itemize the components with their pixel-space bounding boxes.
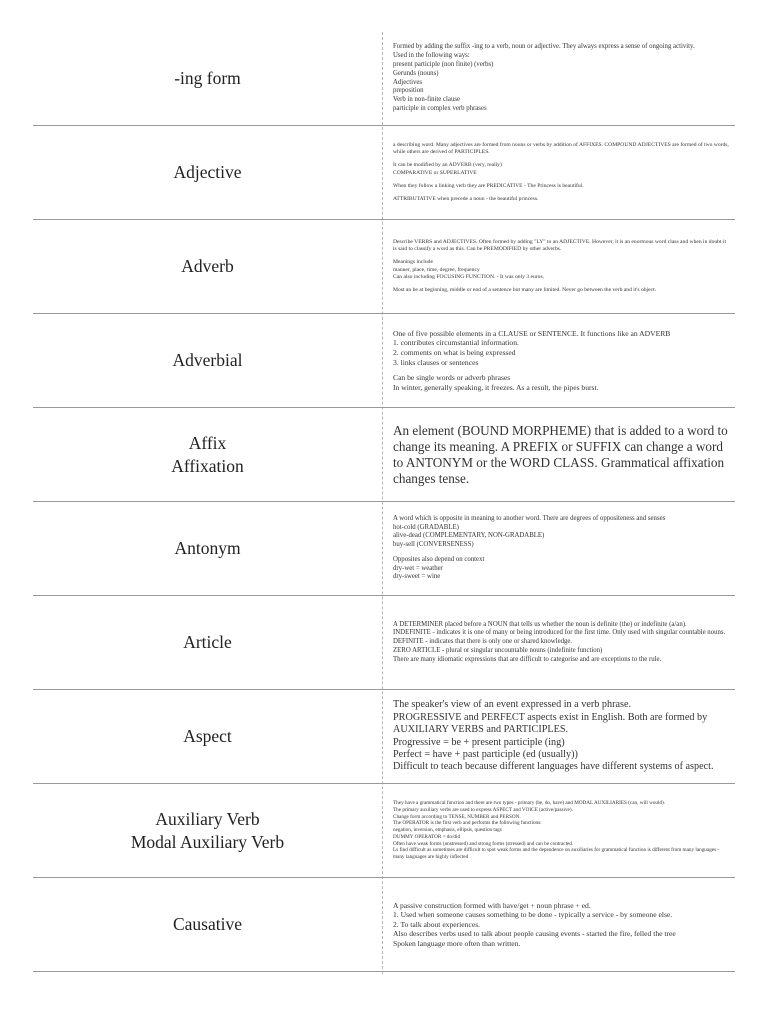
definition-line: Meanings include — [393, 259, 433, 266]
definition-cell — [393, 220, 731, 313]
term-cell — [33, 220, 382, 313]
term-label: Affix — [188, 432, 227, 453]
term-label: Causative — [172, 914, 242, 934]
term-cell — [33, 126, 382, 219]
definition-line: Perfect = have + past participle (ed (usually)) — [393, 748, 578, 760]
term-cell — [33, 502, 382, 595]
definition-line: manner, place, time, degree, frequency — [393, 266, 480, 273]
definition-cell — [393, 784, 731, 877]
definition-cell — [393, 878, 731, 971]
glossary-row — [33, 502, 735, 596]
definition-line: A passive construction formed with have/get + noun phrase + ed. — [393, 900, 591, 910]
definition-line: Progressive = be + present participle (ing) — [393, 736, 565, 748]
definition-line: There are many idiomatic expressions that are difficult to categorise and are exceptions to the rule. — [393, 655, 662, 663]
definition-line: A DETERMINER placed before a NOUN that tells us whether the noun is definite (the) or indefinite (a/an). — [393, 620, 687, 628]
definition-line: 1. contributes circumstantial information. — [393, 338, 519, 348]
definition-line: negation, inversion, emphasis, ellipsis, question tags — [393, 827, 502, 834]
definition-line: When they follow a linking verb they are PREDICATIVE - The Princess is beautiful. — [393, 182, 584, 189]
definition-line: Ls find difficult as sometimes are difficult to spot weak forms and the dependence on auxiliaries for grammatical function is different from many languages - many languages are highly inflected — [393, 847, 720, 861]
definition-line: Can be single words or adverb phrases — [393, 373, 511, 383]
definition-line: 2. To talk about experiences. — [393, 919, 481, 929]
definition-cell — [393, 408, 731, 501]
glossary-row — [33, 220, 735, 314]
term-cell — [33, 878, 382, 971]
term-cell — [33, 32, 382, 125]
definition-line: A word which is opposite in meaning to another word. There are degrees of oppositeness and senses — [393, 514, 666, 522]
term-cell — [33, 690, 382, 783]
term-label: Adjective — [173, 162, 242, 182]
term-label: Aspect — [183, 726, 232, 746]
definition-line: DUMMY OPERATOR = do/did — [393, 833, 461, 840]
definition-cell — [393, 690, 731, 783]
definition-cell — [393, 314, 731, 407]
definition-line: 2. comments on what is being expressed — [393, 347, 516, 357]
definition-cell — [393, 502, 731, 595]
definition-line: hot-cold (GRADABLE) — [393, 523, 459, 531]
definition-line: dry-wet = weather — [393, 564, 443, 572]
definition-line: Used in the following ways: — [393, 52, 470, 60]
glossary-row — [33, 690, 735, 784]
definition-line: The speaker's view of an event expressed in a verb phrase. — [393, 699, 632, 711]
term-cell — [33, 596, 382, 689]
definition-line: Change form according to TENSE, NUMBER and PERSON. — [393, 813, 521, 820]
definition-line: ATTRIBUTATIVE when precede a noun - the beautiful princess. — [393, 195, 539, 202]
definition-line: DEFINITE - indicates that there is only one or shared knowledge. — [393, 638, 573, 646]
term-cell — [33, 314, 382, 407]
term-cell — [33, 784, 382, 877]
definition-line: One of five possible elements in a CLAUSE or SENTENCE. It functions like an ADVERB — [393, 328, 671, 338]
definition-line: ZERO ARTICLE - plural or singular uncountable nouns (indefinite function) — [393, 646, 603, 654]
definition-line: preposition — [393, 87, 424, 95]
definition-line: a describing word. Many adjectives are formed from nouns or verbs by addition of AFFIXES. COMPOUND ADJECTIVES are formed of two words, while others are derived of PARTICIPLES. — [393, 141, 729, 156]
term-label: -ing form — [174, 68, 241, 88]
definition-line: alive-dead (COMPLEMENTARY, NON-GRADABLE) — [393, 532, 545, 540]
term-label: Auxiliary Verb — [155, 808, 260, 829]
definition-line: 1. Used when someone causes something to be done - typically a service - by someone else. — [393, 910, 673, 920]
term-label: Affixation — [171, 455, 244, 476]
definition-line: buy-sell (CONVERSENESS) — [393, 541, 474, 549]
glossary-row — [33, 878, 735, 972]
term-label: Adverbial — [172, 350, 243, 370]
glossary-row — [33, 126, 735, 220]
definition-line: Describe VERBS and ADJECTIVES. Often formed by adding "LY" to an ADJECTIVE. However, it is an enormous word class and when in doubt it is said to classify a word as this. Can be PREMODIFIED by other adverbs. — [393, 238, 727, 253]
glossary-row — [33, 314, 735, 408]
definition-line: present participle (non finite) (verbs) — [393, 60, 494, 68]
definition-line: Adjectives — [393, 78, 423, 86]
definition-line: 3. links clauses or sentences — [393, 357, 479, 367]
glossary-row — [33, 32, 735, 126]
definition-line: COMPARATIVE or SUPERLATIVE — [393, 169, 477, 176]
definition-line: PROGRESSIVE and PERFECT aspects exist in English. Both are formed by AUXILIARY VERBS and PARTICIPLES. — [393, 711, 708, 736]
definition-line: Also describes verbs used to talk about people causing events - started the fire, felled the tree — [393, 929, 676, 939]
definition-line: Opposites also depend on context — [393, 555, 485, 563]
definition-line: The primary auxiliary verbs are used to express ASPECT and VOICE (active/passive). — [393, 806, 573, 813]
definition-line: INDEFINITE - indicates it is one of many or being introduced for the first time. Only used with singular countable nouns. — [393, 629, 726, 637]
definition-line: Most an be at beginning, middle or end of a sentence but many are limited. Never go between the verb and it's object. — [393, 286, 657, 293]
definition-line: Spoken language more often than written. — [393, 938, 521, 948]
definition-line: An element (BOUND MORPHEME) that is added to a word to change its meaning. A PREFIX or SUFFIX can change a word to ANTONYM or the WORD CLASS. Grammatical affixation changes tense. — [393, 422, 728, 486]
term-cell — [33, 408, 382, 501]
glossary-row — [33, 784, 735, 878]
term-label: Modal Auxiliary Verb — [130, 831, 285, 852]
definition-line: Verb in non-finite clause — [393, 96, 461, 104]
definition-cell — [393, 32, 731, 125]
definition-line: dry-sweet = wine — [393, 573, 441, 581]
term-label: Antonym — [174, 538, 241, 558]
definition-cell — [393, 126, 731, 219]
definition-line: Difficult to teach because different languages have different systems of aspect. — [393, 761, 714, 773]
definition-line: They have a grammatical function and there are two types - primary (be, do, have) and MODAL AUXILIARIES (can, will would). — [393, 799, 666, 806]
term-label: Adverb — [181, 256, 234, 276]
definition-line: Formed by adding the suffix -ing to a verb, noun or adjective. They always express a sense of ongoing activity. — [393, 43, 695, 51]
definition-line: Can also including FOCUSING FUNCTION. - It was only 3 euros. — [393, 273, 545, 280]
glossary-row — [33, 408, 735, 502]
definition-line: Often have weak forms (unstressed) and strong forms (stressed) and can be contracted. — [393, 840, 574, 847]
term-label: Article — [183, 632, 232, 652]
definition-line: Gerunds (nouns) — [393, 69, 439, 77]
definition-line: In winter, generally speaking, it freezes. As a result, the pipes burst. — [393, 382, 599, 392]
glossary-row — [33, 596, 735, 690]
glossary-sheet — [33, 32, 735, 974]
definition-line: It can be modified by an ADVERB (very, really) — [393, 162, 502, 169]
definition-line: participle in complex verb phrases — [393, 104, 487, 112]
definition-line: The OPERATOR is the first verb and performs the following functions: — [393, 820, 542, 827]
definition-cell — [393, 596, 731, 689]
